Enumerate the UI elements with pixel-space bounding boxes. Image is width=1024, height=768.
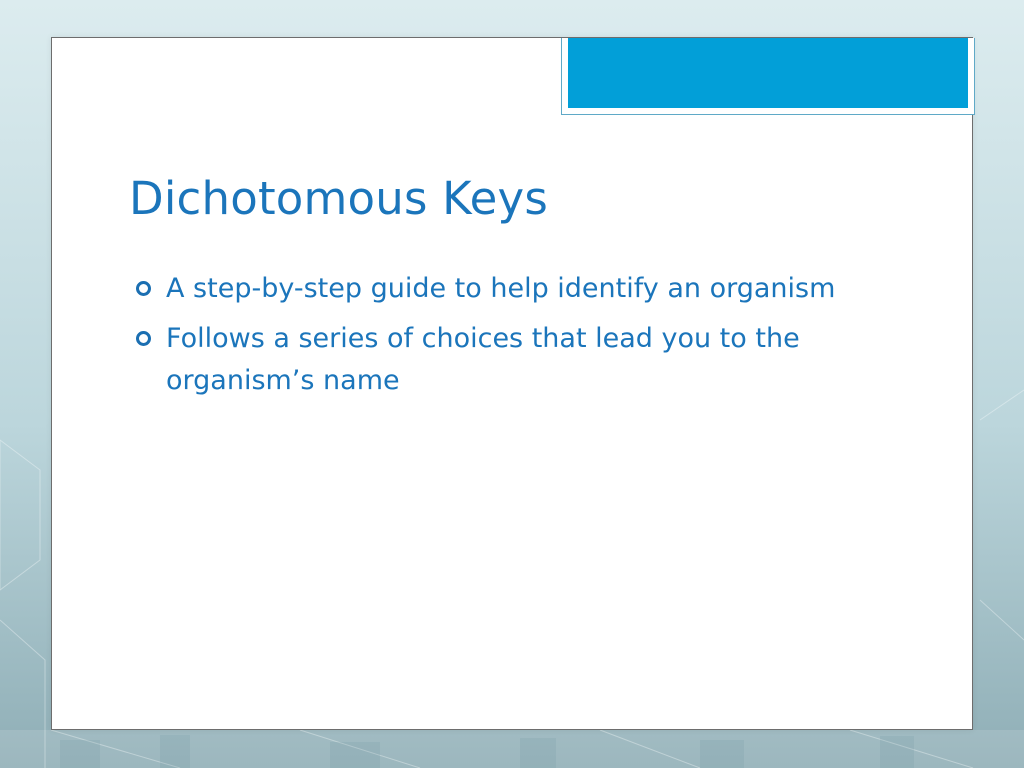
bullet-item: [135, 268, 855, 310]
bullet-list: [135, 268, 855, 410]
bullet-item: [135, 318, 855, 402]
ring-bullet-icon: [136, 281, 151, 296]
slide-title: Dichotomous Keys: [129, 172, 548, 225]
ring-bullet-icon: [136, 331, 151, 346]
accent-bar: [568, 38, 968, 108]
accent-tab: [561, 38, 975, 115]
bullet-text: A step-by-step guide to help identify an organism: [166, 273, 836, 304]
bullet-text: Follows a series of choices that lead you to the organism’s name: [166, 323, 800, 396]
